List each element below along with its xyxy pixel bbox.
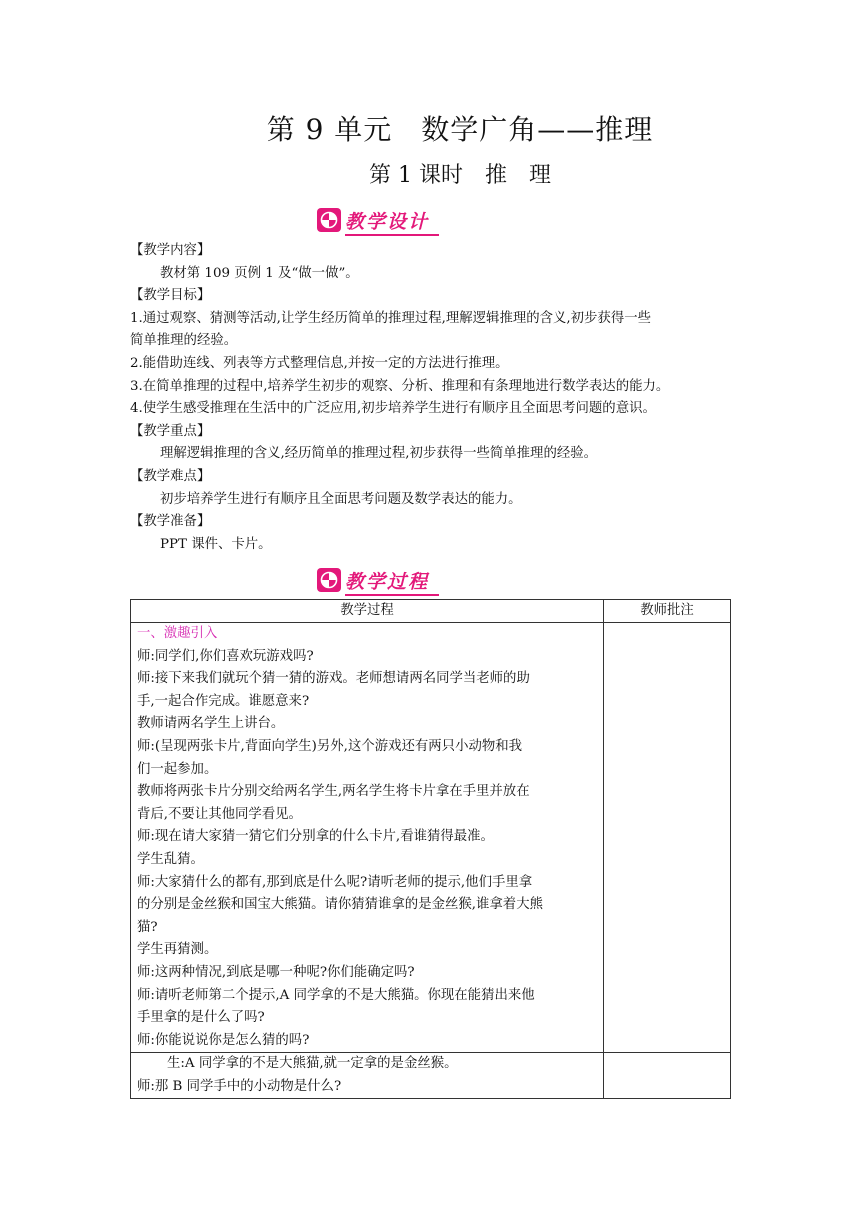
process-line: 师:这两种情况,到底是哪一种呢?你们能确定吗? xyxy=(137,964,415,980)
process-cell xyxy=(131,623,604,1053)
swirl-logo-icon xyxy=(317,208,341,232)
process-line: 师:同学们,你们喜欢玩游戏吗? xyxy=(137,648,314,664)
goal-line: 简单推理的经验。 xyxy=(130,333,238,349)
teacher-notes-cell xyxy=(604,623,731,1053)
goal-line: 1.通过观察、猜测等活动,让学生经历简单的推理过程,理解逻辑推理的含义,初步获得一些 xyxy=(130,310,651,326)
process-line: 师:现在请大家猜一猜它们分别拿的什么卡片,看谁猜得最准。 xyxy=(137,829,494,845)
process-line: 师:接下来我们就玩个猜一猜的游戏。老师想请两名同学当老师的助 xyxy=(137,671,530,687)
banner-underline xyxy=(345,594,439,596)
teacher-notes-cell xyxy=(604,1053,731,1099)
section-heading-key-points: 【教学重点】 xyxy=(130,423,211,439)
table-row xyxy=(131,623,731,1053)
process-line: 背后,不要让其他同学看见。 xyxy=(137,806,302,822)
section-text-difficulties: 初步培养学生进行有顺序且全面思考问题及数学表达的能力。 xyxy=(160,491,522,507)
process-line: 教师将两张卡片分别交给两名学生,两名学生将卡片拿在手里并放在 xyxy=(137,784,530,800)
banner-underline xyxy=(345,234,439,236)
section-text-preparation: PPT 课件、卡片。 xyxy=(160,536,272,552)
process-line: 的分别是金丝猴和国宝大熊猫。请你猜猜谁拿的是金丝猴,谁拿着大熊 xyxy=(137,897,543,913)
header-teacher-notes: 教师批注 xyxy=(604,600,731,623)
process-line: 手,一起合作完成。谁愿意来? xyxy=(137,693,310,709)
process-line: 们一起参加。 xyxy=(137,761,218,777)
process-line: 师:你能说说你是怎么猜的吗? xyxy=(137,1032,310,1048)
process-line: 师:大家猜什么的都有,那到底是什么呢?请听老师的提示,他们手里拿 xyxy=(137,874,533,890)
process-line: 师:那 B 同学手中的小动物是什么? xyxy=(137,1078,342,1094)
goal-line: 2.能借助连线、列表等方式整理信息,并按一定的方法进行推理。 xyxy=(130,355,509,371)
table-header-row xyxy=(131,600,731,623)
table-row xyxy=(131,1053,731,1099)
section-heading-difficulties: 【教学难点】 xyxy=(130,468,211,484)
swirl-logo-icon xyxy=(317,568,341,592)
header-process: 教学过程 xyxy=(131,600,604,623)
process-line: 猫? xyxy=(137,919,158,935)
section-text-key-points: 理解逻辑推理的含义,经历简单的推理过程,初步获得一些简单推理的经验。 xyxy=(160,446,598,462)
goal-line: 4.使学生感受推理在生活中的广泛应用,初步培养学生进行有顺序且全面思考问题的意识。 xyxy=(130,401,656,417)
lesson-subtitle: 第 1 课时 推 理 xyxy=(369,163,551,188)
goal-line: 3.在简单推理的过程中,培养学生初步的观察、分析、推理和有条理地进行数学表达的能力。 xyxy=(130,378,670,394)
section-heading-preparation: 【教学准备】 xyxy=(130,514,211,530)
banner-label: 教学设计 xyxy=(345,210,430,233)
process-line: 师:(呈现两张卡片,背面向学生)另外,这个游戏还有两只小动物和我 xyxy=(137,738,523,754)
process-line: 学生乱猜。 xyxy=(137,851,204,867)
process-line: 师:请听老师第二个提示,A 同学拿的不是大熊猫。你现在能猜出来他 xyxy=(137,987,535,1003)
section-heading-goals: 【教学目标】 xyxy=(130,288,211,304)
process-line: 教师请两名学生上讲台。 xyxy=(137,716,285,732)
process-cell xyxy=(131,1053,604,1099)
process-table xyxy=(130,599,731,1099)
process-line: 生:A 同学拿的不是大熊猫,就一定拿的是金丝猴。 xyxy=(167,1056,458,1072)
lesson-plan-text xyxy=(130,240,740,556)
banner-label: 教学过程 xyxy=(345,570,430,593)
unit-title: 第 9 单元 数学广角——推理 xyxy=(266,113,654,146)
subsection-title: 一、激趣引入 xyxy=(137,626,218,641)
process-line: 学生再猜测。 xyxy=(137,942,218,958)
section-text-content: 教材第 109 页例 1 及“做一做”。 xyxy=(160,265,359,281)
section-heading-content: 【教学内容】 xyxy=(130,243,211,258)
banner-teaching-process xyxy=(317,566,429,594)
process-line: 手里拿的是什么了吗? xyxy=(137,1010,265,1026)
banner-teaching-design xyxy=(317,206,429,234)
